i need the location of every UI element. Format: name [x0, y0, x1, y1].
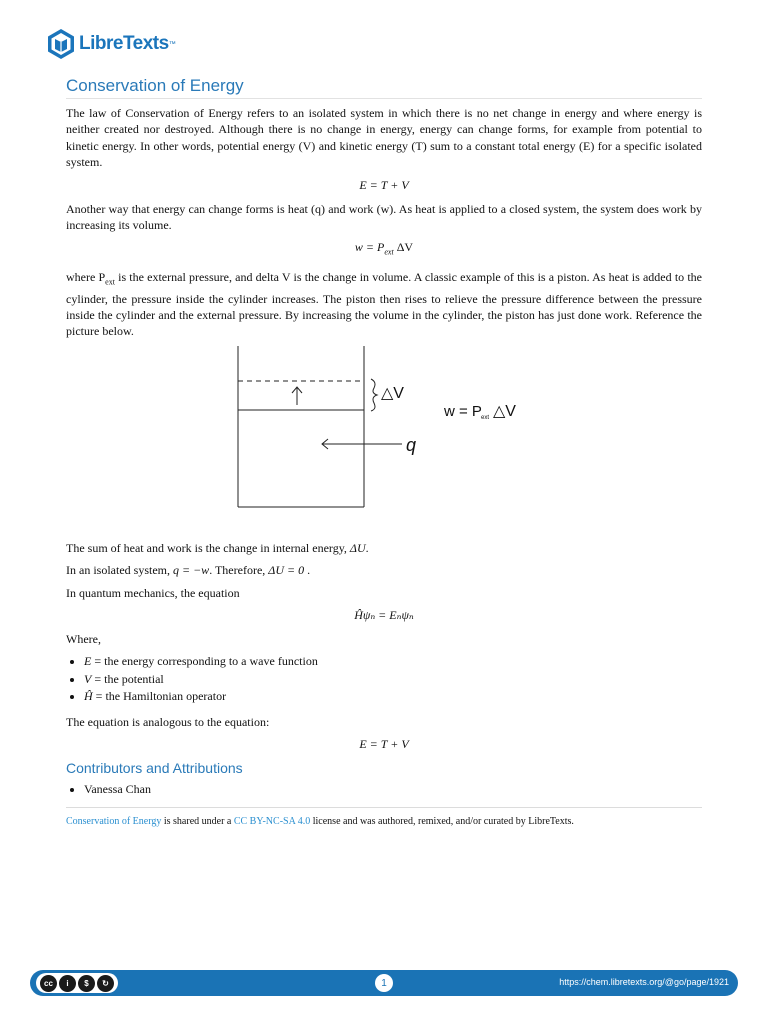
isolated-text-c: .: [304, 563, 311, 578]
paragraph-piston: [66, 269, 702, 340]
paragraph-isolated-system: [66, 562, 702, 578]
paragraph-quantum: In quantum mechanics, the equation: [66, 585, 240, 600]
list-item-symbol: Ĥ: [84, 689, 93, 704]
license-link[interactable]: CC BY-NC-SA 4.0: [233, 815, 311, 827]
list-item-symbol: V: [84, 671, 92, 686]
logo-trademark: ™: [168, 40, 176, 48]
equation-energy-repeat: E = T + V: [359, 737, 409, 752]
libretexts-hexagon-icon: [46, 28, 76, 60]
article-content: [66, 76, 702, 827]
contributors-list: [84, 781, 702, 799]
attribution-icon: i: [59, 975, 76, 992]
page-title: Conservation of Energy: [66, 76, 702, 99]
paragraph-analogous: The equation is analogous to the equation:: [66, 714, 270, 729]
cc-license-badge[interactable]: [36, 973, 118, 993]
delta-v-brace: [371, 379, 377, 411]
internal-energy-math: ΔU: [349, 540, 366, 555]
license-text-2: license and was authored, remixed, and/or curated by LibreTexts.: [310, 815, 574, 827]
cc-icon: cc: [40, 975, 57, 992]
piston-text-b: is the external pressure, and delta V is the change in volume. A classic example of this is a piston. As heat is added to the cylinder, the pressure inside the cylinder increases. The piston then rises to relieve the pressure difference between the pressure inside the cylinder and the external pressure. By increasing the volume in the cylinder, the piston has just done work. Reference the picture below.: [66, 269, 702, 339]
work-equation-rhs: △V: [493, 402, 516, 420]
libretexts-logo[interactable]: [46, 27, 176, 61]
piston-text-a: where P: [66, 269, 106, 284]
page-footer: [30, 970, 738, 996]
list-item: [84, 653, 702, 671]
list-item-text: = the Hamiltonian operator: [92, 689, 227, 704]
work-equation-sub: ext: [481, 414, 490, 421]
list-item-text: = the potential: [91, 671, 164, 686]
internal-energy-text: The sum of heat and work is the change in internal energy,: [66, 540, 350, 555]
internal-energy-end: .: [365, 540, 369, 555]
contributor-item: • Vanessa Chan: [84, 781, 702, 799]
piston-figure: [66, 346, 702, 526]
footer-url[interactable]: https://chem.libretexts.org/@go/page/1921: [559, 977, 729, 987]
noncommercial-icon: $: [78, 975, 95, 992]
delta-v-label: △V: [381, 384, 404, 402]
page-number: 1: [375, 974, 393, 992]
paragraph-intro: The law of Conservation of Energy refers to an isolated system in which there is no net change in energy and where energy is neither created nor destroyed. Although there is no change in energy, energy can change forms, for example from potential to kinetic energy. In other words, potential energy (V) and kinetic energy (T) sum to a constant total energy (E) for a specific isolated system.: [66, 106, 702, 170]
equation-energy: E = T + V: [359, 177, 409, 192]
equation-work-rhs: ΔV: [396, 240, 414, 255]
paragraph-where: Where,: [66, 632, 101, 647]
list-item: [84, 671, 702, 689]
article-title-link[interactable]: Conservation of Energy: [66, 815, 162, 827]
list-item-text: = the energy corresponding to a wave function: [91, 654, 318, 669]
equation-work: [66, 239, 702, 260]
isolated-math-2: ΔU = 0: [268, 563, 305, 578]
license-notice: [66, 807, 702, 827]
list-item: [84, 688, 702, 706]
isolated-math-1: q = −w: [172, 563, 210, 578]
paragraph-internal-energy: [66, 540, 702, 556]
contributors-heading: Contributors and Attributions: [66, 760, 243, 777]
license-text-1: is shared under a: [161, 815, 234, 827]
isolated-text-a: In an isolated system,: [66, 563, 173, 578]
list-item-symbol: E: [84, 654, 92, 669]
equation-work-lhs: w = P: [354, 240, 385, 255]
definition-list: [84, 653, 702, 706]
piston-diagram: [66, 346, 702, 526]
piston-text-sub: ext: [105, 277, 115, 287]
equation-schrodinger: Ĥψₙ = Eₙψₙ: [354, 608, 414, 623]
equation-work-sub: ext: [384, 247, 394, 257]
sharealike-icon: ↻: [97, 975, 114, 992]
heat-label: q: [406, 434, 417, 455]
isolated-text-b: . Therefore,: [209, 563, 269, 578]
work-equation-label: w = P: [444, 402, 482, 420]
paragraph-heat-work: Another way that energy can change forms is heat (q) and work (w). As heat is applied to a closed system, the system does work by increasing its volume.: [66, 201, 702, 233]
logo-text: LibreTexts: [79, 33, 169, 54]
